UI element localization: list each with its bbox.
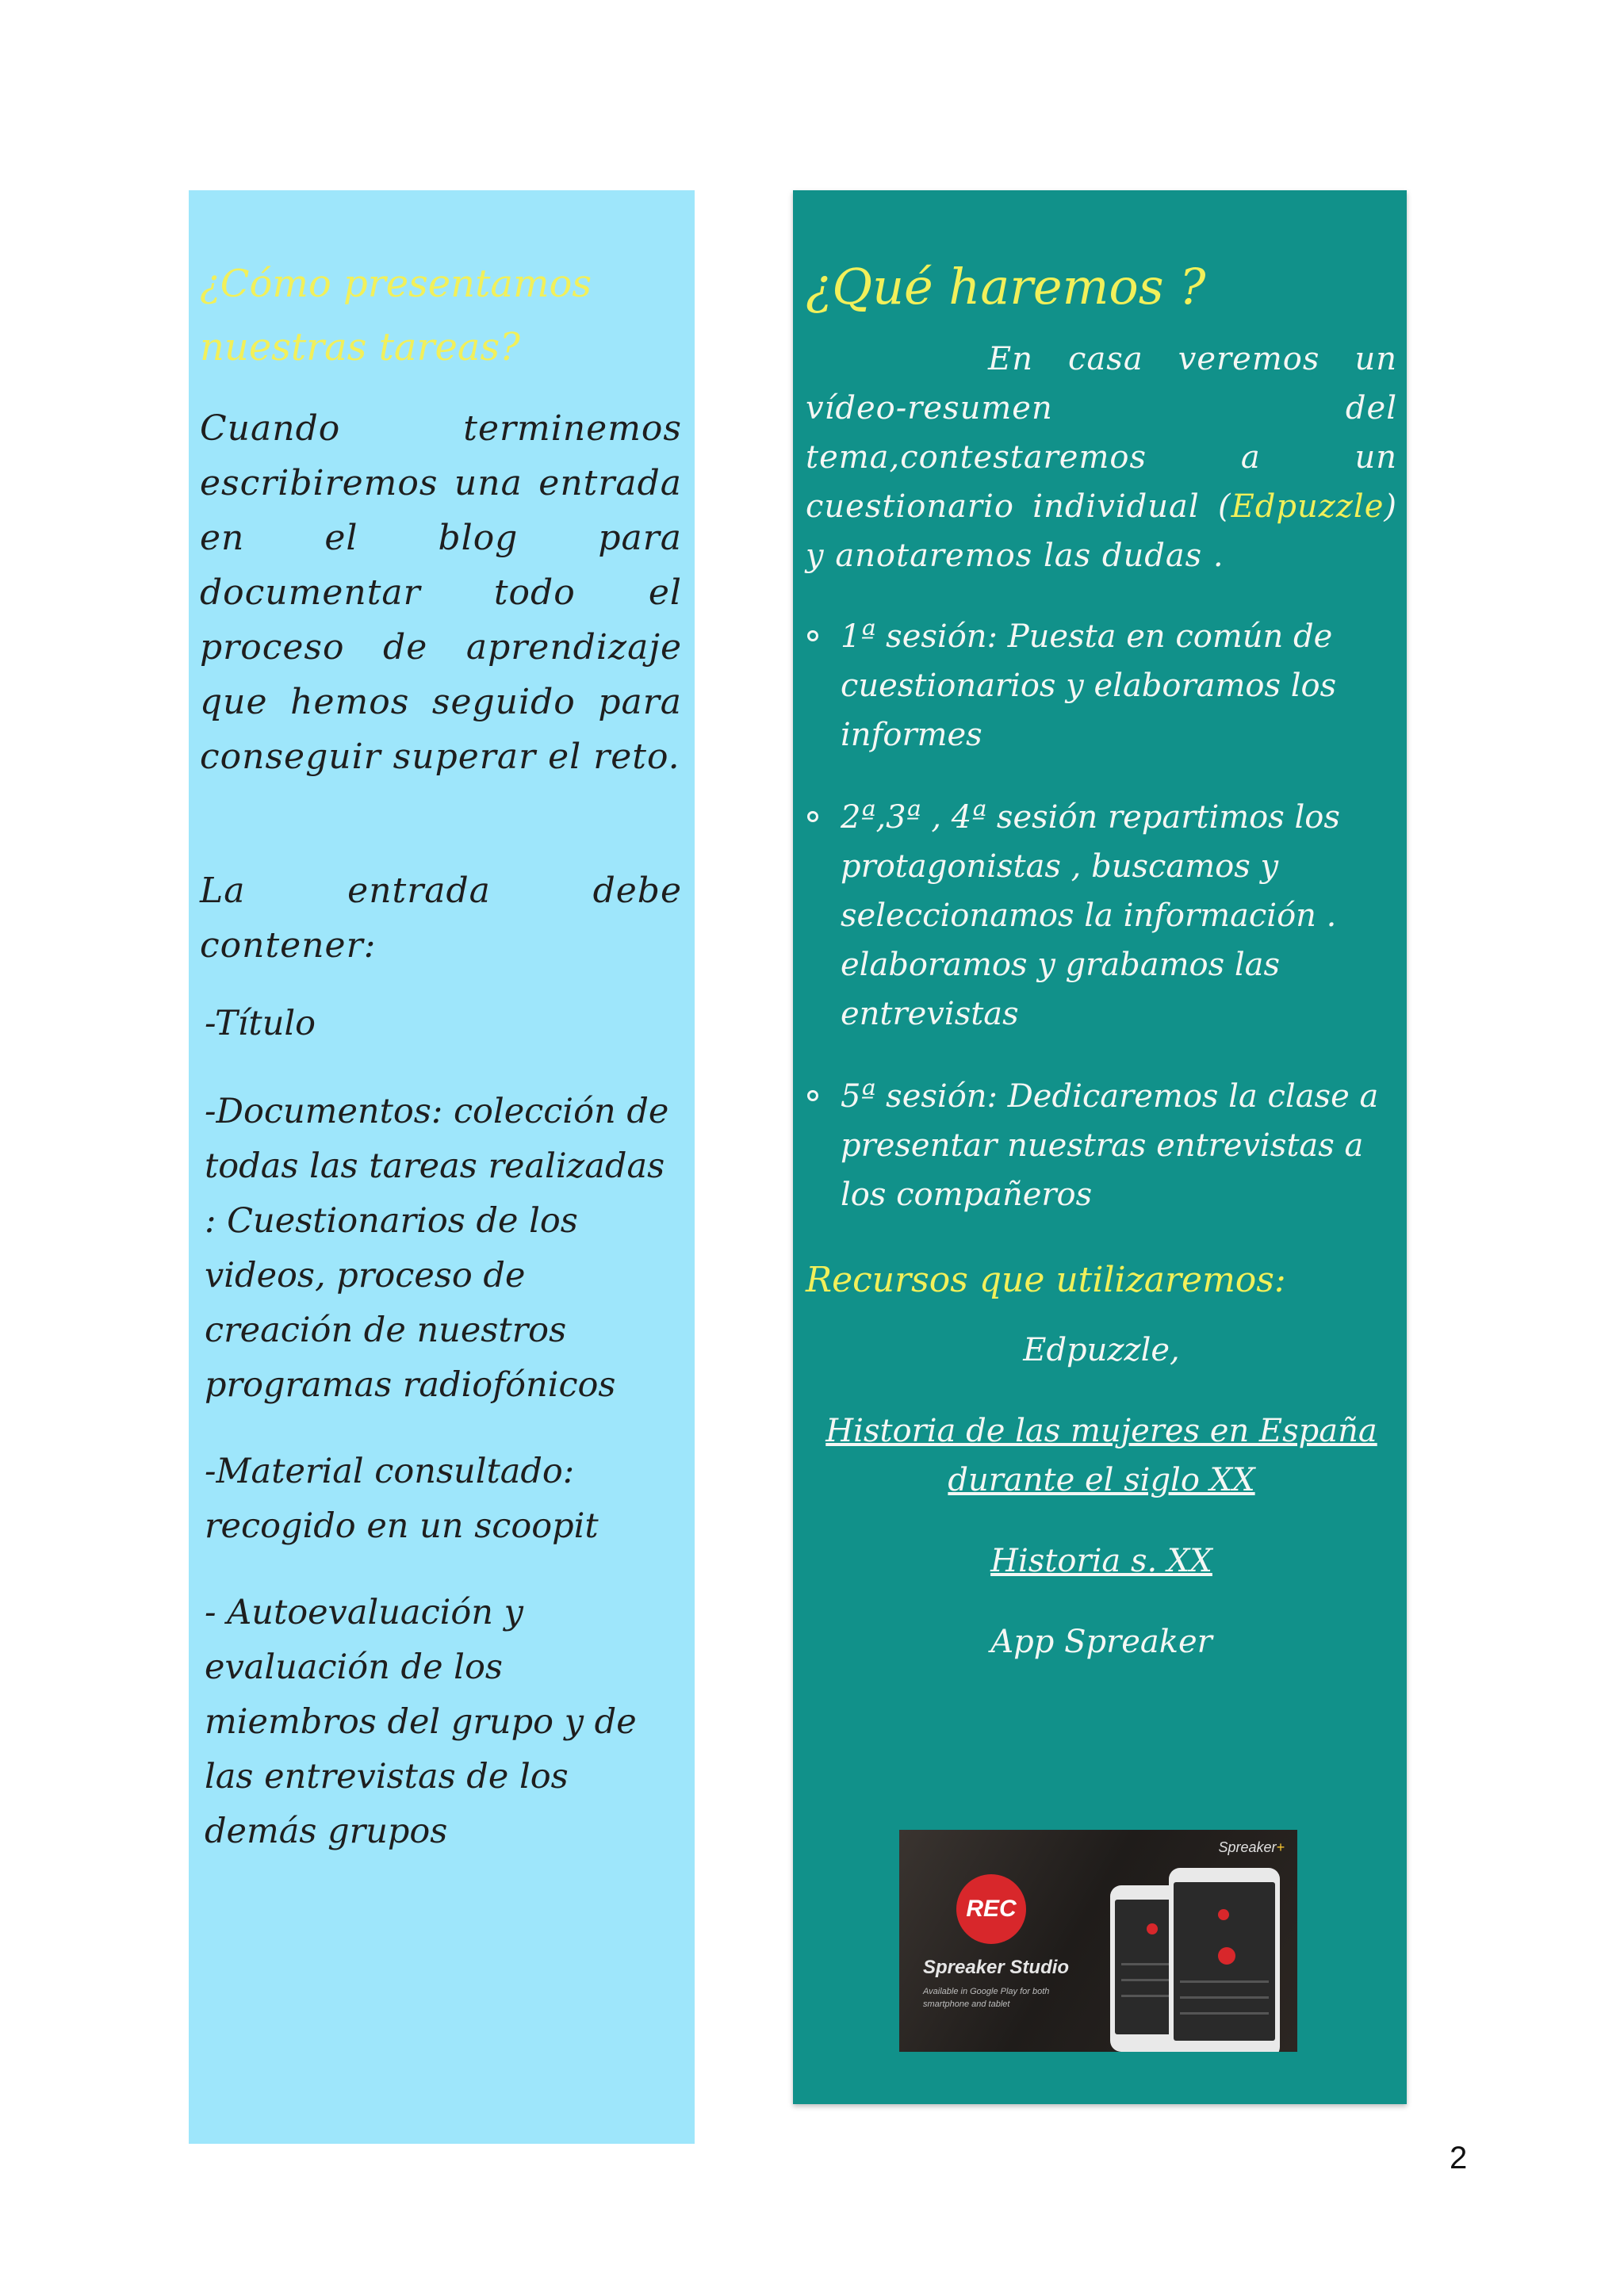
phone-icon bbox=[1169, 1868, 1280, 2052]
spacer bbox=[200, 784, 682, 863]
left-item-evaluation: - Autoevaluación y evaluación de los miembros del grupo y de las entrevistas de los demás grupos bbox=[205, 1593, 637, 1851]
screen-line bbox=[1180, 1980, 1269, 1983]
spreaker-brand-logo bbox=[1218, 1839, 1285, 1856]
list-item bbox=[806, 612, 1397, 760]
intro-text-2: ) y anotaremos las dudas . bbox=[806, 488, 1397, 574]
intro-text-1: En casa veremos un vídeo-resumen del tema,contestaremos a un cuestionario individual ( bbox=[806, 341, 1397, 525]
phone-screen bbox=[1174, 1882, 1275, 2041]
list-item bbox=[806, 1072, 1397, 1219]
session-text: 2ª,3ª , 4ª sesión repartimos los protagonistas , buscamos y seleccionamos la información . elaboramos y grabamos las entrevistas bbox=[841, 799, 1340, 1032]
right-column-title: ¿Qué haremos ? bbox=[806, 258, 1206, 316]
resource-edpuzzle: Edpuzzle, bbox=[1023, 1332, 1180, 1368]
studio-label: Spreaker Studio bbox=[923, 1957, 1070, 1978]
record-dot bbox=[1218, 1947, 1235, 1965]
resources-title: Recursos que utilizaremos: bbox=[806, 1260, 1286, 1300]
spreaker-app-image bbox=[899, 1830, 1297, 2052]
bullet-icon bbox=[807, 811, 818, 822]
left-intro-paragraph: Cuando terminemos escribiremos una entrada en el blog para documentar todo el proceso de aprendizaje que hemos seguido para conseguir superar el reto. bbox=[200, 408, 682, 777]
edpuzzle-inline-link[interactable]: Edpuzzle bbox=[1231, 488, 1385, 525]
left-item-material: -Material consultado: recogido en un scoopit bbox=[205, 1452, 599, 1546]
session-text: 5ª sesión: Dedicaremos la clase a presentar nuestras entrevistas a los compañeros bbox=[841, 1078, 1379, 1213]
right-intro-paragraph bbox=[806, 335, 1397, 580]
list-item bbox=[806, 793, 1397, 1039]
left-entry-paragraph: La entrada debe contener: bbox=[200, 871, 682, 966]
page-number: 2 bbox=[1450, 2141, 1468, 2175]
screen-line bbox=[1180, 1996, 1269, 1999]
session-text: 1ª sesión: Puesta en común de cuestionarios y elaboramos los informes bbox=[841, 618, 1337, 753]
record-dot bbox=[1147, 1923, 1158, 1934]
studio-sub-label: Available in Google Play for both smartphone and tablet bbox=[923, 1987, 1050, 2009]
women-history-link[interactable]: Historia de las mujeres en España durante el siglo XX bbox=[825, 1413, 1377, 1498]
bullet-icon bbox=[807, 630, 818, 641]
rec-icon: REC bbox=[956, 1874, 1026, 1944]
resource-history-xx bbox=[806, 1536, 1397, 1586]
right-column bbox=[793, 190, 1407, 2104]
left-item-documents: -Documentos: colección de todas las tareas realizadas : Cuestionarios de los videos, proceso de creación de nuestros programas radiofónicos bbox=[205, 1092, 669, 1405]
brand-plus: + bbox=[1276, 1839, 1285, 1855]
resource-women-history bbox=[806, 1406, 1397, 1505]
bullet-icon bbox=[807, 1090, 818, 1101]
left-item-title: -Título bbox=[205, 1004, 316, 1043]
history-xx-link[interactable]: Historia s. XX bbox=[990, 1543, 1212, 1579]
left-column-title: ¿Cómo presentamos nuestras tareas? bbox=[200, 262, 592, 369]
sessions-list bbox=[806, 612, 1397, 1219]
screen-line bbox=[1180, 2012, 1269, 2015]
brand-label: Spreaker bbox=[1218, 1839, 1277, 1855]
record-dot bbox=[1218, 1909, 1229, 1920]
resource-app-spreaker: App Spreaker bbox=[990, 1624, 1212, 1660]
left-column bbox=[189, 190, 695, 2144]
